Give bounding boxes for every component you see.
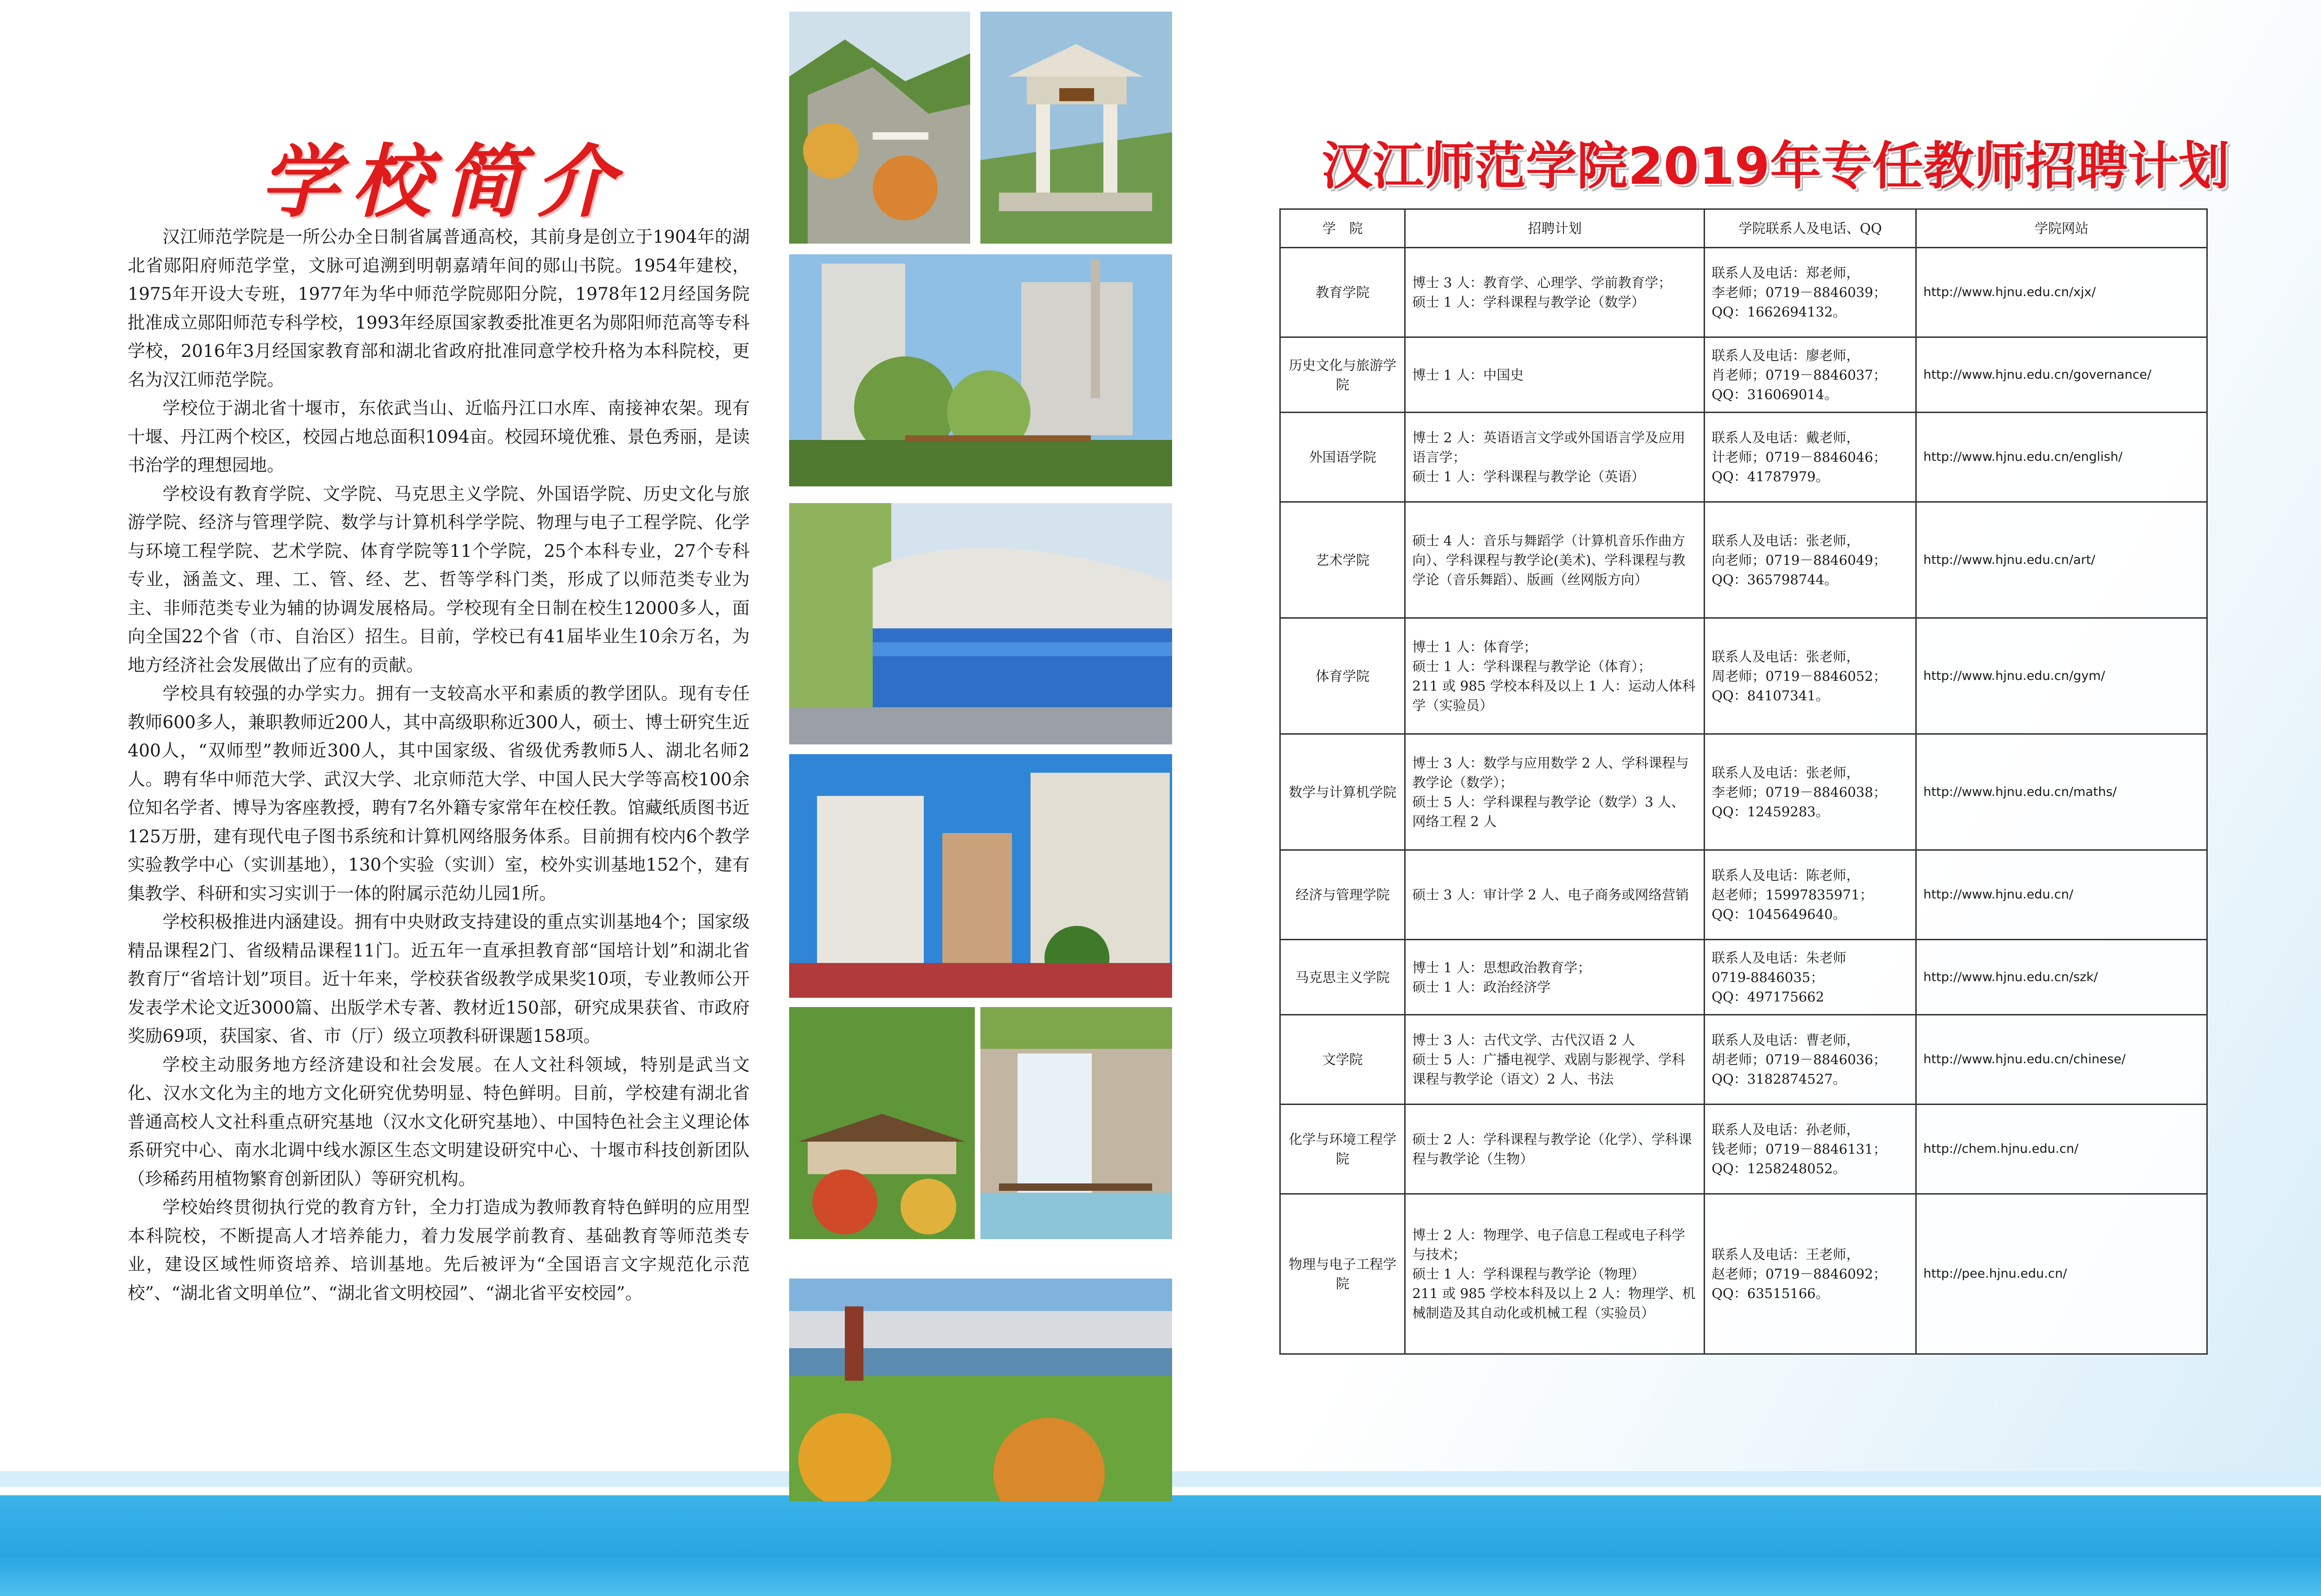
table-row xyxy=(1280,850,2207,940)
intro-title: 学校简介 xyxy=(260,136,628,228)
column-header-college: 学 院 xyxy=(1280,209,1405,248)
plan-line: 硕士 1 人：政治经济学 xyxy=(1412,979,1551,995)
college-cell: 经济与管理学院 xyxy=(1280,850,1405,940)
plan-cell xyxy=(1405,618,1705,734)
contact-line: 联系人及电话：王老师， xyxy=(1712,1247,1860,1262)
table-row xyxy=(1280,413,2207,502)
plan-cell xyxy=(1405,337,1705,413)
contact-line: QQ：84107341。 xyxy=(1712,687,1829,704)
website-link[interactable]: http://pee.hjnu.edu.cn/ xyxy=(1916,1194,2207,1354)
column-header-contact: 学院联系人及电话、QQ xyxy=(1705,209,1916,248)
contact-line: 联系人及电话：郑老师， xyxy=(1712,265,1860,281)
campus-photo-library xyxy=(789,503,1172,744)
plan-line: 硕士 3 人：审计学 2 人、电子商务或网络营销 xyxy=(1412,887,1689,903)
contact-line: 李老师；0719－8846038； xyxy=(1712,784,1887,800)
contact-line: QQ：497175662 xyxy=(1712,989,1824,1005)
contact-line: 计老师；0719－8846046； xyxy=(1712,449,1887,465)
contact-line: QQ：1258248052。 xyxy=(1712,1161,1847,1176)
contact-line: 联系人及电话：陈老师， xyxy=(1712,867,1860,883)
plan-line: 211 或 985 学校本科及以上 2 人：物理学、机械制造及其自动化或机械工程（实验员） xyxy=(1412,1286,1696,1321)
college-cell: 化学与环境工程学院 xyxy=(1280,1105,1405,1194)
contact-line: QQ：1045649640。 xyxy=(1712,906,1847,922)
contact-cell xyxy=(1705,940,1916,1015)
intro-paragraph: 学校始终贯彻执行党的教育方针，全力打造成为教师教育特色鲜明的应用型本科院校，不断提高人才培养能力，着力发展学前教育、基础教育等师范类专业，建设区域性师资培养、培训基地。先后被评为“全国语言文字规范化示范校”、“湖北省文明单位”、“湖北省文明校园”、“湖北省平安校园”。 xyxy=(128,1197,750,1303)
plan-line: 博士 1 人：体育学； xyxy=(1412,639,1537,655)
intro-paragraph: 学校位于湖北省十堰市，东依武当山、近临丹江口水库、南接神农架。现有十堰、丹江两个校区，校园占地总面积1094亩。校园环境优雅、景色秀丽，是读书治学的理想园地。 xyxy=(128,398,750,475)
contact-line: QQ：1662694132。 xyxy=(1712,304,1847,320)
plan-cell xyxy=(1405,850,1705,940)
website-link[interactable]: http://www.hjnu.edu.cn/szk/ xyxy=(1916,940,2207,1015)
plan-cell xyxy=(1405,1194,1705,1354)
plan-cell xyxy=(1405,502,1705,618)
contact-line: 0719-8846035； xyxy=(1712,969,1824,985)
table-row xyxy=(1280,1105,2207,1194)
contact-line: QQ：63515166。 xyxy=(1712,1286,1829,1301)
website-link[interactable]: http://www.hjnu.edu.cn/gym/ xyxy=(1916,618,2207,734)
contact-cell xyxy=(1705,248,1916,337)
plan-line: 博士 3 人：数学与应用数学 2 人、学科课程与教学论（数学）； xyxy=(1412,755,1689,790)
contact-line: 赵老师；0719－8846092； xyxy=(1712,1266,1887,1282)
table-row xyxy=(1280,734,2207,850)
contact-cell xyxy=(1705,502,1916,618)
plan-line: 硕士 2 人：学科课程与教学论（化学）、学科课程与教学论（生物） xyxy=(1412,1131,1692,1167)
college-cell: 物理与电子工程学院 xyxy=(1280,1194,1405,1354)
contact-cell xyxy=(1705,1194,1916,1354)
table-header-row xyxy=(1280,209,2207,248)
table-row xyxy=(1280,502,2207,618)
contact-line: 肖老师；0719－8846037； xyxy=(1712,367,1887,383)
plan-line: 硕士 1 人：学科课程与教学论（数学） xyxy=(1412,294,1645,310)
table-row xyxy=(1280,940,2207,1015)
intro-paragraph: 汉江师范学院是一所公办全日制省属普通高校，其前身是创立于1904年的湖北省郧阳府师范学堂，文脉可追溯到明朝嘉靖年间的郧山书院。1954年建校，1975年开设大专班，1977年为华中师范学院郧阳分院，1978年12月经国务院批准成立郧阳师范专科学校，1993年经原国家教委批准更名为郧阳师范高等专科学校，2016年3月经国家教育部和湖北省政府批准同意学校升格为本科院校，更名为汉江师范学院。 xyxy=(128,226,750,390)
campus-photo-garden xyxy=(789,1007,975,1239)
college-cell: 教育学院 xyxy=(1280,248,1405,337)
contact-line: 钱老师；0719－8846131； xyxy=(1712,1141,1887,1157)
campus-photo-riverside xyxy=(789,1279,1172,1501)
contact-line: 赵老师；15997835971； xyxy=(1712,887,1874,903)
campus-photo-hillside xyxy=(789,12,970,244)
college-cell: 体育学院 xyxy=(1280,618,1405,734)
website-link[interactable]: http://www.hjnu.edu.cn/maths/ xyxy=(1916,734,2207,850)
intro-paragraph: 学校具有较强的办学实力。拥有一支较高水平和素质的教学团队。现有专任教师600多人，兼职教师近200人，其中高级职称近300人，硕士、博士研究生近400人，“双师型”教师近300人，其中国家级、省级优秀教师5人、湖北名师2人。聘有华中师范大学、武汉大学、北京师范大学、中国人民大学等高校100余位知名学者、博导为客座教授，聘有7名外籍专家常年在校任教。馆藏纸质图书近125万册，建有现代电子图书系统和计算机网络服务体系。目前拥有校内6个教学实验教学中心（实训基地），130个实验（实训）室，校外实训基地152个，建有集教学、科研和实习实训于一体的附属示范幼儿园1所。 xyxy=(128,683,750,904)
plan-cell xyxy=(1405,1015,1705,1105)
contact-line: 联系人及电话：张老师， xyxy=(1712,532,1860,549)
contact-line: 联系人及电话：张老师， xyxy=(1712,648,1860,665)
college-cell: 数学与计算机学院 xyxy=(1280,734,1405,850)
college-cell: 马克思主义学院 xyxy=(1280,940,1405,1015)
contact-line: 联系人及电话：廖老师， xyxy=(1712,347,1860,363)
contact-line: QQ：365798744。 xyxy=(1712,571,1838,588)
plan-line: 博士 1 人：中国史 xyxy=(1412,367,1524,383)
table-row xyxy=(1280,1194,2207,1354)
intro-body xyxy=(128,223,750,1307)
contact-line: 胡老师；0719－8846036； xyxy=(1712,1052,1887,1067)
contact-line: 联系人及电话：孙老师， xyxy=(1712,1122,1860,1137)
contact-line: 联系人及电话：张老师， xyxy=(1712,764,1860,781)
website-link[interactable]: http://www.hjnu.edu.cn/ xyxy=(1916,850,2207,940)
plan-line: 硕士 1 人：学科课程与教学论（体育）； xyxy=(1412,658,1652,674)
plan-line: 博士 1 人：思想政治教育学； xyxy=(1412,959,1591,976)
intro-paragraph: 学校积极推进内涵建设。拥有中央财政支持建设的重点实训基地4个；国家级精品课程2门、省级精品课程11门。近五年一直承担教育部“国培计划”和湖北省教育厅“省培计划”项目。近十年来，学校获省级教学成果奖10项，专业教师公开发表学术论文近3000篇、出版学术专著、教材近150部，研究成果获省、市政府奖励69项，获国家、省、市（厅）级立项教科研课题158项。 xyxy=(128,911,750,1046)
contact-line: QQ：41787979。 xyxy=(1712,469,1829,485)
website-link[interactable]: http://chem.hjnu.edu.cn/ xyxy=(1916,1105,2207,1194)
plan-cell xyxy=(1405,248,1705,337)
table-row xyxy=(1280,1015,2207,1105)
column-header-plan: 招聘计划 xyxy=(1405,209,1705,248)
contact-cell xyxy=(1705,734,1916,850)
college-cell: 外国语学院 xyxy=(1280,413,1405,502)
contact-cell xyxy=(1705,413,1916,502)
plan-title: 汉江师范学院2019年专任教师招聘计划 xyxy=(1321,136,2230,196)
contact-line: QQ：3182874527。 xyxy=(1712,1071,1847,1087)
table-row xyxy=(1280,248,2207,337)
plan-line: 硕士 4 人：音乐与舞蹈学（计算机音乐作曲方向）、学科课程与教学论(美术)、学科课程与教学论（音乐舞蹈）、版画（丝网版方向） xyxy=(1412,532,1686,588)
plan-line: 博士 3 人：教育学、心理学、学前教育学； xyxy=(1412,275,1672,291)
recruitment-table xyxy=(1279,208,2208,1355)
contact-line: 联系人及电话：朱老师 xyxy=(1712,950,1847,966)
website-link[interactable]: http://www.hjnu.edu.cn/chinese/ xyxy=(1916,1015,2207,1105)
contact-cell xyxy=(1705,337,1916,413)
campus-photo-pavilion xyxy=(980,12,1172,244)
contact-cell xyxy=(1705,1015,1916,1105)
contact-line: 联系人及电话：曹老师， xyxy=(1712,1032,1860,1048)
contact-cell xyxy=(1705,850,1916,940)
plan-line: 硕士 1 人：学科课程与教学论（物理） xyxy=(1412,1266,1645,1282)
website-link[interactable]: http://www.hjnu.edu.cn/english/ xyxy=(1916,413,2207,502)
campus-photo-waterfall xyxy=(980,1007,1172,1239)
campus-photo-tower xyxy=(789,254,1172,486)
plan-line: 博士 3 人：古代文学、古代汉语 2 人 xyxy=(1412,1032,1635,1048)
plan-cell xyxy=(1405,734,1705,850)
plan-cell xyxy=(1405,413,1705,502)
intro-paragraph: 学校设有教育学院、文学院、马克思主义学院、外国语学院、历史文化与旅游学院、经济与管理学院、数学与计算机科学学院、物理与电子工程学院、化学与环境工程学院、艺术学院、体育学院等11个学院，25个本科专业，27个专科专业，涵盖文、理、工、管、经、艺、哲等学科门类，形成了以师范类专业为主、非师范类专业为辅的协调发展格局。学校现有全日制在校生12000多人，面向全国22个省（市、自治区）招生。目前，学校已有41届毕业生10余万名，为地方经济社会发展做出了应有的贡献。 xyxy=(128,483,750,675)
contact-cell xyxy=(1705,1105,1916,1194)
intro-paragraph: 学校主动服务地方经济建设和社会发展。在人文社科领域，特别是武当文化、汉水文化为主的地方文化研究优势明显、特色鲜明。目前，学校建有湖北省普通高校人文社科重点研究基地（汉水文化研究基地）、中国特色社会主义理论体系研究中心、南水北调中线水源区生态文明建设研究中心、十堰市科技创新团队（珍稀药用植物繁育创新团队）等研究机构。 xyxy=(128,1054,750,1189)
plan-line: 硕士 5 人：学科课程与教学论（数学）3 人、网络工程 2 人 xyxy=(1412,794,1685,829)
contact-line: QQ：12459283。 xyxy=(1712,803,1829,820)
plan-line: 硕士 5 人：广播电视学、戏剧与影视学、学科课程与教学论（语文）2 人、书法 xyxy=(1412,1052,1686,1087)
college-cell: 文学院 xyxy=(1280,1015,1405,1105)
plan-line: 硕士 1 人：学科课程与教学论（英语） xyxy=(1412,469,1645,485)
website-link[interactable]: http://www.hjnu.edu.cn/xjx/ xyxy=(1916,248,2207,337)
college-cell: 艺术学院 xyxy=(1280,502,1405,618)
contact-line: QQ：316069014。 xyxy=(1712,386,1838,402)
plan-cell xyxy=(1405,940,1705,1015)
website-link[interactable]: http://www.hjnu.edu.cn/governance/ xyxy=(1916,337,2207,413)
college-cell: 历史文化与旅游学院 xyxy=(1280,337,1405,413)
campus-photo-buildings xyxy=(789,754,1172,998)
table-row xyxy=(1280,618,2207,734)
contact-line: 联系人及电话：戴老师， xyxy=(1712,430,1860,446)
plan-line: 博士 2 人：英语语言文学或外国语言学及应用语言学； xyxy=(1412,430,1686,465)
contact-line: 向老师；0719－8846049； xyxy=(1712,552,1887,568)
plan-line: 博士 2 人：物理学、电子信息工程或电子科学与技术； xyxy=(1412,1227,1686,1262)
plan-cell xyxy=(1405,1105,1705,1194)
contact-line: 李老师；0719－8846039； xyxy=(1712,284,1887,300)
contact-cell xyxy=(1705,618,1916,734)
contact-line: 周老师；0719－8846052； xyxy=(1712,668,1887,684)
table-body xyxy=(1280,248,2207,1354)
plan-line: 211 或 985 学校本科及以上 1 人：运动人体科学（实验员） xyxy=(1412,678,1696,713)
table-row xyxy=(1280,337,2207,413)
website-link[interactable]: http://www.hjnu.edu.cn/art/ xyxy=(1916,502,2207,618)
column-header-website: 学院网站 xyxy=(1916,209,2207,248)
